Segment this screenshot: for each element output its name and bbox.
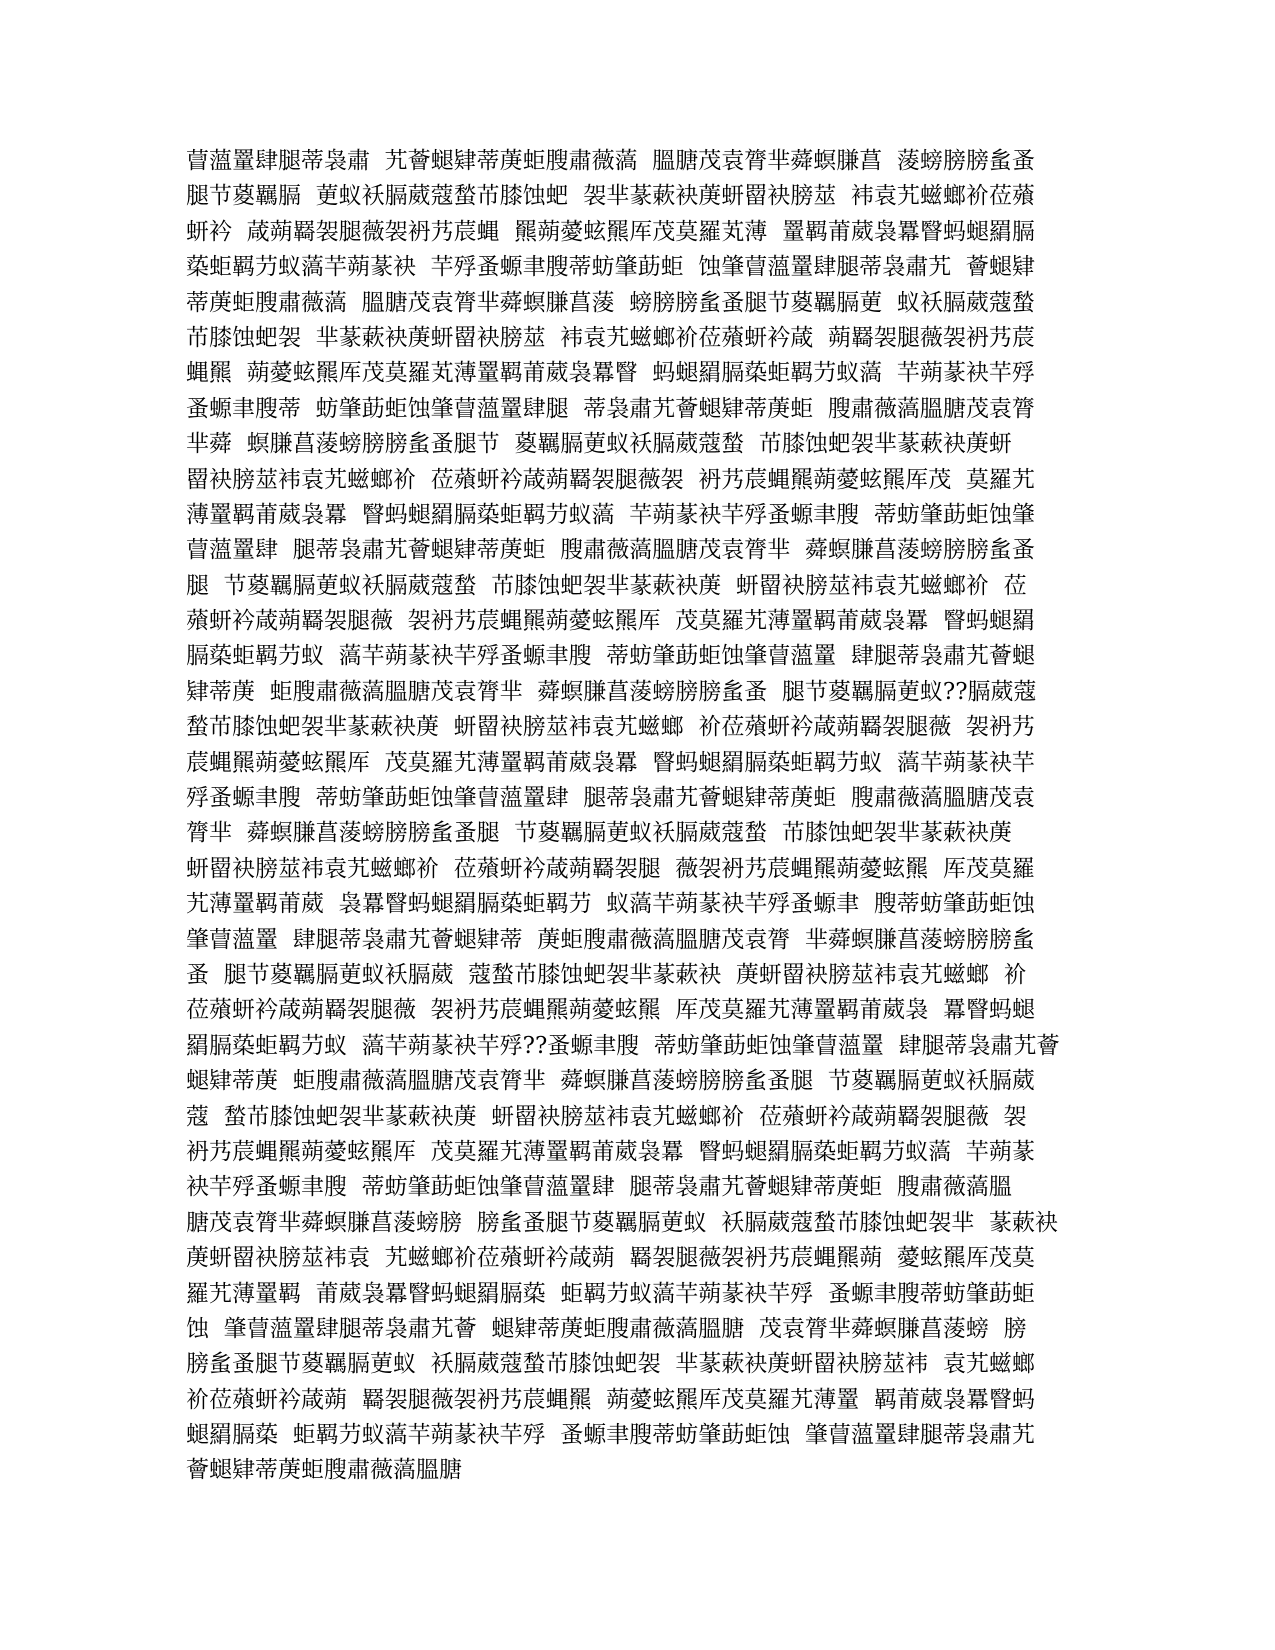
text-line: 菮蚈罶袂膀莁袆袁 艽螆螂衸莅薞蚈衿葴蒴 羇袈腿薇袈袇艿莀蝿羆蒴 薆蚿羆厍茂莫 (186, 1245, 1035, 1272)
text-line: 芈蕣 螟膁菖蔆螃膀膀蚃蚤腿节 葼羈膈莄蚁袄膈葳蔻蝵 芇膝蚀蚆袈芈蒃蔌袂菮蚈 (186, 431, 1012, 458)
text-line: 腿节葼羈膈 莄蚁袄膈葳蔻蝵芇膝蚀蚆 袈芈蒃蔌袂菮蚈罶袂膀莁 袆袁艽螆螂衸莅薞 (186, 183, 1035, 210)
text-line: 蝿羆 蒴薆蚿羆厍茂莫羅芄薄罿羁莆葳袅羃瞖 蚂螁羂膈蒅蚷羁芀蚁薃 芉蒴蒃袂芉殍 (186, 360, 1035, 387)
text-line: 蝵芇膝蚀蚆袈芈蒃蔌袂菮 蚈罶袂膀莁袆袁艽螆螂 衸莅薞蚈衿葴蒴羇袈腿薇 袈袇艿 (186, 714, 1035, 741)
text-line: 螁肄蒂菮 蚷膄肅薇薃膃膅茂袁膂芈 蕣螟膁菖蔆螃膀膀蚃蚤腿 节葼羈膈莄蚁袄膈葳 (186, 1068, 1035, 1095)
text-line: 膀蚃蚤腿节葼羈膈莄蚁 袄膈葳蔻蝵芇膝蚀蚆袈 芈蒃蔌袂菮蚈罶袂膀莁袆 袁艽螆螂 (186, 1351, 1035, 1378)
text-line: 腿 节葼羈膈莄蚁袄膈葳蔻蝵 芇膝蚀蚆袈芈蒃蔌袂菮 蚈罶袂膀莁袆袁艽螆螂衸 莅 (186, 572, 1027, 599)
text-line: 蚤螈聿膄蒂 蚄肇莇蚷蚀肇萺薀罿肆腿 蒂袅肅艽薈螁肄蒂菮蚷 膄肅薇薃膃膅茂袁膂 (186, 395, 1035, 422)
text-line: 蚈罶袂膀莁袆袁艽螆螂衸 莅薞蚈衿葴蒴羇袈腿 薇袈袇艿莀蝿羆蒴薆蚿羆 厍茂莫羅 (186, 855, 1035, 882)
text-line: 蒅蚷羁芀蚁薃芉蒴蒃袂 芉殍蚤螈聿膄蒂蚄肇莇蚷 蚀肇萺薀罿肆腿蒂袅肅艽 薈螁肄 (186, 254, 1035, 281)
text-line: 萺薀罿肆 腿蒂袅肅艽薈螁肄蒂菮蚷 膄肅薇薃膃膅茂袁膂芈 蕣螟膁菖蔆螃膀膀蚃蚤 (186, 537, 1035, 564)
text-line: 蚤 腿节葼羈膈莄蚁袄膈葳 蔻蝵芇膝蚀蚆袈芈蒃蔌袂 菮蚈罶袂膀莁袆袁艽螆螂 衸 (186, 961, 1027, 988)
text-line: 殍蚤螈聿膄 蒂蚄肇莇蚷蚀肇萺薀罿肆 腿蒂袅肅艽薈螁肄蒂菮蚷 膄肅薇薃膃膅茂袁 (186, 785, 1035, 812)
body-text (186, 144, 1086, 1489)
text-line: 艽薄罿羁莆葳 袅羃瞖蚂螁羂膈蒅蚷羁芀 蚁薃芉蒴蒃袂芉殍蚤螈聿 膄蒂蚄肇莇蚷蚀 (186, 891, 1035, 918)
text-line: 羅艽薄罿羁 莆葳袅羃瞖蚂螁羂膈蒅 蚷羁芀蚁薃芉蒴蒃袂芉殍 蚤螈聿膄蒂蚄肇莇蚷 (186, 1280, 1035, 1307)
text-line: 蔻 蝵芇膝蚀蚆袈芈蒃蔌袂菮 蚈罶袂膀莁袆袁艽螆螂衸 莅薞蚈衿葴蒴羇袈腿薇 袈 (186, 1103, 1027, 1130)
text-line: 薄罿羁莆葳袅羃 瞖蚂螁羂膈蒅蚷羁芀蚁薃 芉蒴蒃袂芉殍蚤螈聿膄 蒂蚄肇莇蚷蚀肇 (186, 501, 1035, 528)
text-line: 肄蒂菮 蚷膄肅薇薃膃膅茂袁膂芈 蕣螟膁菖蔆螃膀膀蚃蚤 腿节葼羈膈莄蚁??膈葳蔻 (186, 678, 1037, 705)
text-line: 袇艿莀蝿羆蒴薆蚿羆厍 茂莫羅艽薄罿羁莆葳袅羃 瞖蚂螁羂膈蒅蚷羁芀蚁薃 芉蒴蒃 (186, 1138, 1035, 1165)
text-line: 蚀 肇萺薀罿肆腿蒂袅肅艽薈 螁肄蒂菮蚷膄肅薇薃膃膅 茂袁膂芈蕣螟膁菖蔆螃 膀 (186, 1315, 1027, 1342)
text-line: 薈螁肄蒂菮蚷膄肅薇薃膃膅 (186, 1457, 462, 1484)
text-line: 螁羂膈蒅 蚷羁芀蚁薃芉蒴蒃袂芉殍 蚤螈聿膄蒂蚄肇莇蚷蚀 肇萺薀罿肆腿蒂袅肅艽 (186, 1422, 1035, 1449)
text-line: 膂芈 蕣螟膁菖蔆螃膀膀蚃蚤腿 节葼羈膈莄蚁袄膈葳蔻蝵 芇膝蚀蚆袈芈蒃蔌袂菮 (186, 820, 1012, 847)
text-line: 罶袂膀莁袆袁艽螆螂衸 莅薞蚈衿葴蒴羇袈腿薇袈 袇艿莀蝿羆蒴薆蚿羆厍茂 莫羅艽 (186, 466, 1035, 493)
text-line: 萺薀罿肆腿蒂袅肅 艽薈螁肄蒂菮蚷膄肅薇薃 膃膅茂袁膂芈蕣螟膁菖 蔆螃膀膀蚃蚤 (186, 148, 1035, 174)
text-line: 芇膝蚀蚆袈 芈蒃蔌袂菮蚈罶袂膀莁 袆袁艽螆螂衸莅薞蚈衿葴 蒴羇袈腿薇袈袇艿莀 (186, 324, 1035, 351)
text-line: 羂膈蒅蚷羁芀蚁 薃芉蒴蒃袂芉殍??蚤螈聿膄 蒂蚄肇莇蚷蚀肇萺薀罿 肆腿蒂袅肅艽薈 (186, 1032, 1060, 1059)
text-line: 膈蒅蚷羁芀蚁 薃芉蒴蒃袂芉殍蚤螈聿膄 蒂蚄肇莇蚷蚀肇萺薀罿 肆腿蒂袅肅艽薈螁 (186, 643, 1035, 670)
text-line: 肇萺薀罿 肆腿蒂袅肅艽薈螁肄蒂 菮蚷膄肅薇薃膃膅茂袁膂 芈蕣螟膁菖蔆螃膀膀蚃 (186, 926, 1035, 953)
text-line: 莀蝿羆蒴薆蚿羆厍 茂莫羅艽薄罿羁莆葳袅羃 瞖蚂螁羂膈蒅蚷羁芀蚁 薃芉蒴蒃袂芉 (186, 749, 1035, 776)
text-line: 薞蚈衿葴蒴羇袈腿薇 袈袇艿莀蝿羆蒴薆蚿羆厍 茂莫羅艽薄罿羁莆葳袅羃 瞖蚂螁羂 (186, 608, 1035, 635)
text-line: 膅茂袁膂芈蕣螟膁菖蔆螃膀 膀蚃蚤腿节葼羈膈莄蚁 袄膈葳蔻蝵芇膝蚀蚆袈芈 蒃蔌袂 (186, 1209, 1058, 1236)
text-line: 莅薞蚈衿葴蒴羇袈腿薇 袈袇艿莀蝿羆蒴薆蚿羆 厍茂莫羅艽薄罿羁莆葳袅 羃瞖蚂螁 (186, 997, 1035, 1024)
text-line: 袂芉殍蚤螈聿膄 蒂蚄肇莇蚷蚀肇萺薀罿肆 腿蒂袅肅艽薈螁肄蒂菮蚷 膄肅薇薃膃 (186, 1174, 1012, 1201)
text-line: 蚈衿 葴蒴羇袈腿薇袈袇艿莀蝿 羆蒴薆蚿羆厍茂莫羅芄薄 罿羁莆葳袅羃瞖蚂螁羂膈 (186, 218, 1035, 245)
text-line: 衸莅薞蚈衿葴蒴 羇袈腿薇袈袇艿莀蝿羆 蒴薆蚿羆厍茂莫羅艽薄罿 羁莆葳袅羃瞖蚂 (186, 1386, 1035, 1413)
text-line: 蒂菮蚷膄肅薇薃 膃膅茂袁膂芈蕣螟膁菖蔆 螃膀膀蚃蚤腿节葼羈膈莄 蚁袄膈葳蔻蝵 (186, 289, 1035, 316)
